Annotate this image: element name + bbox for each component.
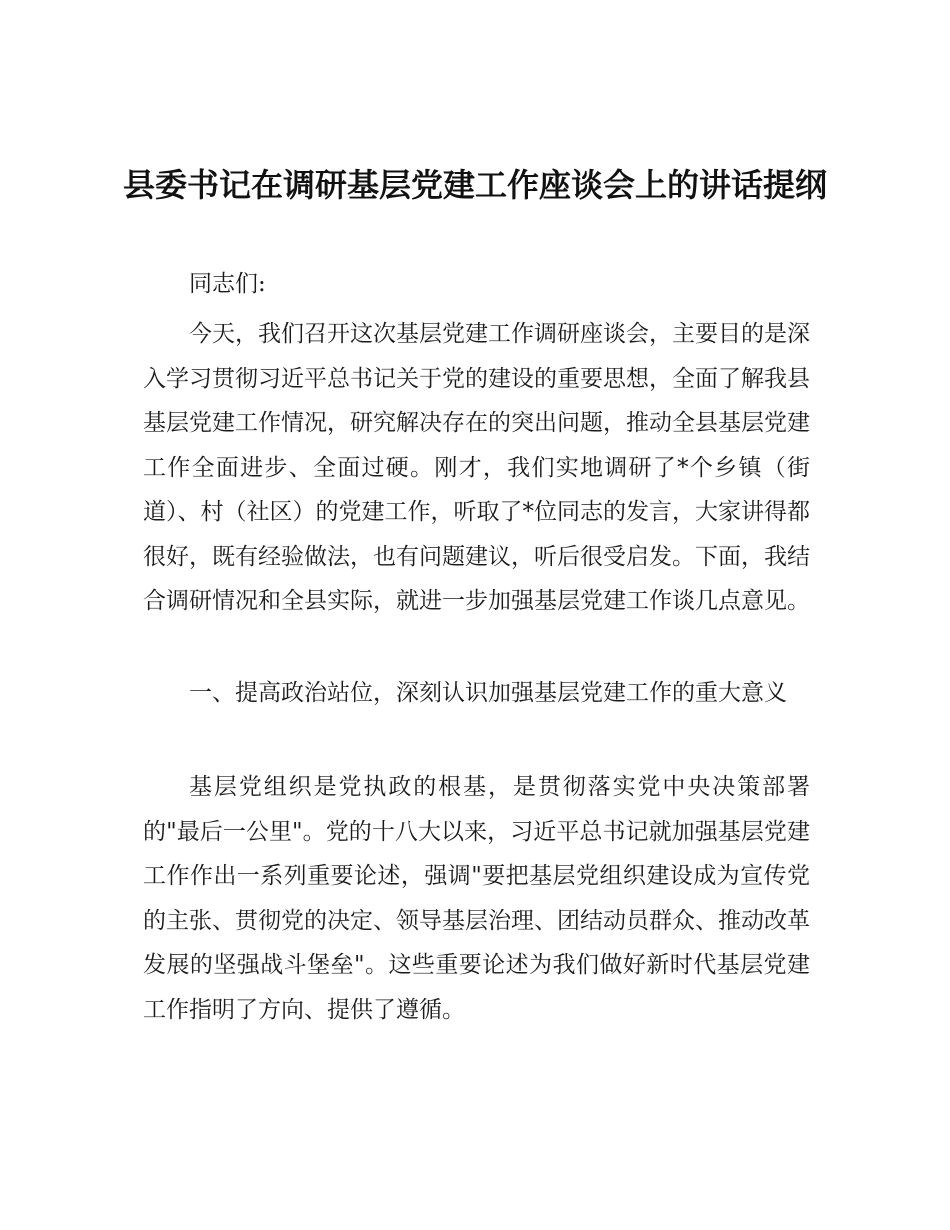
intro-paragraph: 今天，我们召开这次基层党建工作调研座谈会，主要目的是深入学习贯彻习近平总书记关于党的建设的重要思想，全面了解我县基层党建工作情况，研究解决存在的突出问题，推动全县基层党建工作全面进步、全面过硬。刚才，我们实地调研了*个乡镇（街道）、村（社区）的党建工作，听取了*位同志的发言，大家讲得都很好，既有经验做法，也有问题建议，听后很受启发。下面，我结合调研情况和全县实际，就进一步加强基层党建工作谈几点意见。 bbox=[143, 321, 810, 614]
document-title: 县委书记在调研基层党建工作座谈会上的讲话提纲 bbox=[122, 166, 827, 204]
section-heading: 一、提高政治站位，深刻认识加强基层党建工作的重大意义 bbox=[189, 680, 787, 706]
salutation: 同志们: bbox=[189, 271, 266, 297]
section-paragraph: 基层党组织是党执政的根基，是贯彻落实党中央决策部署的"最后一公里"。党的十八大以来，习近平总书记就加强基层党建工作作出一系列重要论述，强调"要把基层党组织建设成为宣传党的主张、贯彻党的决定、领导基层治理、团结动员群众、推动改革发展的坚强战斗堡垒"。这些重要论述为我们做好新时代基层党建工作指明了方向、提供了遵循。 bbox=[143, 774, 810, 1023]
